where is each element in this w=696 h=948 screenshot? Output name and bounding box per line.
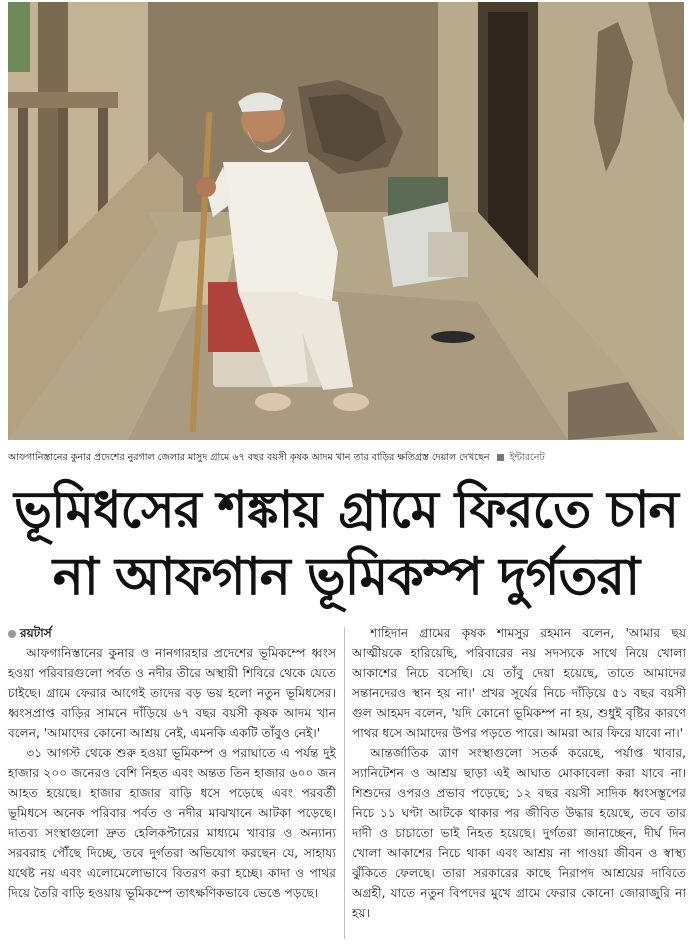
article-column-left [8, 623, 336, 903]
article-body [8, 623, 688, 943]
column-divider [344, 627, 345, 939]
byline-text: রয়টার্স [20, 626, 52, 640]
headline-line-2: না আফগান ভূমিকম্প দুর্গতরা [52, 547, 640, 607]
photo-caption [8, 449, 688, 467]
caption-separator-square-icon [497, 454, 504, 461]
headline-line-1: ভূমিধসের শঙ্কায় গ্রামে ফিরতে চান [14, 481, 678, 540]
byline [8, 623, 336, 643]
article-paragraph: শাহিদান গ্রামের কৃষক শামসুর রহমান বলেন, 'আমার ছয় আত্মীয়কে হারিয়েছি, পরিবারের নয় সদস্যকে সাথে নিয়ে খোলা আকাশের নিচে বসেছি। যে তাঁবু দেয়া হয়েছে, তাতে আমাদের সন্তানদেরও স্থান হয় না।' প্রখর সূর্যের নিচে দাঁড়িয়ে ৫১ বছর বয়সী গুল আহমদ বলেন, 'যদি কোনো ভূমিকম্প না হয়, শুধুই বৃষ্টির কারণে পাথর ধসে আমাদের উপর পড়তে পারে। আমরা আর ফিরে যাবো না।' [352, 626, 686, 740]
article-paragraph: ৩১ আগস্ট থেকে শুরু হওয়া ভূমিকম্প ও পরাঘাতে এ পর্যন্ত দুই হাজার ২০০ জনেরও বেশি নিহত এবং অন্তত তিন হাজার ৬০০ জন আহত হয়েছে। হাজার হাজার বাড়ি ধসে পড়েছে এবং পরবর্তী ভূমিধসে অনেক পরিবার পর্বত ও নদীর মাঝখানে আটকা পড়েছে। দাতব্য সংস্থাগুলো দ্রুত হেলিকপ্টারের মাধ্যমে খাবার ও অন্যান্য সরবরাহ পৌঁছে দিচ্ছে, তবে দুর্গতরা অভিযোগ করছেন যে, সাহায্য যথেষ্ট নয় এবং এলোমেলোভাবে বিতরণ করা হচ্ছে। কাদা ও পাথর দিয়ে তৈরি বাড়ি হওয়ায় ভূমিকম্পে তাৎক্ষণিকভাবে ভেঙে পড়ছে। [8, 746, 336, 900]
byline-dot-icon [8, 630, 16, 638]
caption-source: ইন্টারনেট [509, 452, 545, 463]
article-paragraph: আফগানিস্তানের কুনার ও নানগারহার প্রদেশের ভূমিকম্পে ধ্বংস হওয়া পরিবারগুলো পর্বত ও নদীর তীরে অস্থায়ী শিবিরে থেকে যেতে চাইছে। গ্রামে ফেরার আগেই তাদের বড় ভয় হলো নতুন ভূমিধসের। ধ্বংসপ্রাপ্ত বাড়ির সামনে দাঁড়িয়ে ৬৭ বছর বয়সী কৃষক আদম খান বলেন, 'আমাদের কোনো আশ্রয় নেই, এমনকি একটি তাঁবুও নেই।' [8, 646, 336, 740]
article-paragraph: আন্তর্জাতিক ত্রাণ সংস্থাগুলো সতর্ক করেছে, পর্যাপ্ত খাবার, স্যানিটেশন ও আশ্রয় ছাড়া এই আঘাত মোকাবেলা করা যাবে না। শিশুদের ওপরও প্রভাব পড়েছে; ১২ বছর বয়সী সাদিক ধ্বংসস্তূপের নিচে ১১ ঘণ্টা আটকে থাকার পর জীবিত উদ্ধার হয়েছে, তবে তার দাদী ও চাচাতো ভাই নিহত হয়েছে। দুর্গতরা জানাচ্ছেন, দীর্ঘ দিন খোলা আকাশের নিচে থাকা এবং আশ্রয় না পাওয়া জীবন ও স্বাস্থ্য ঝুঁকিতে ফেলছে। তারা সরকারের কাছে নিরাপদ আশ্রয়ের দাবিতে অগ্রহী, যাতে নতুন বিপদের মুখে গ্রামে ফেরার কোনো জোরাজুরি না হয়। [352, 746, 686, 920]
headline [8, 478, 684, 610]
news-photo-illustration [8, 2, 684, 440]
article-column-right [352, 623, 686, 923]
caption-text: আফগানিস্তানের কুনার প্রদেশের নুরগাল জেলার মাসুদ গ্রামে ৬৭ বছর বয়সী কৃষক আদম খান তার বাড়ির ক্ষতিগ্রস্ত দেয়াল দেখছেন [8, 452, 490, 463]
news-photo [8, 2, 684, 440]
